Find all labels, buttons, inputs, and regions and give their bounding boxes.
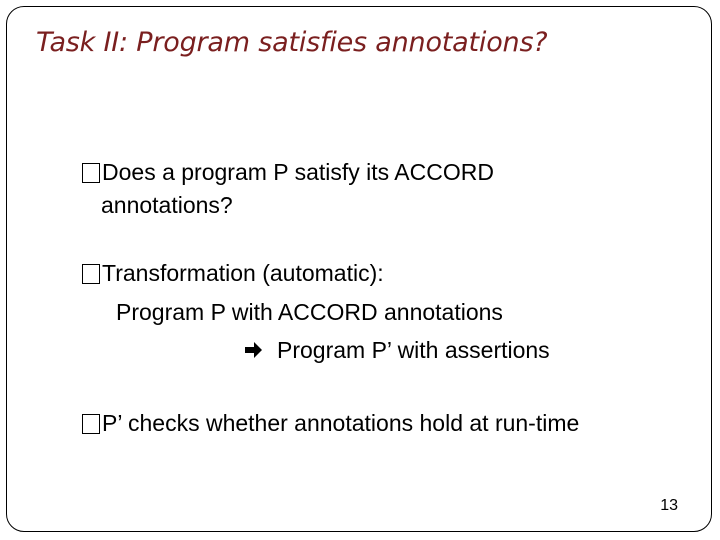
page-number: 13 <box>660 497 678 514</box>
slide-title: Task II: Program satisfies annotations? <box>36 27 548 58</box>
bullet-2-line-1: Transformation (automatic): <box>102 260 384 286</box>
right-arrow-icon <box>243 340 263 360</box>
bullet-1-line-1: Does a program P satisfy its ACCORD <box>102 159 494 185</box>
bullet-2-line-3 <box>243 333 550 368</box>
square-bullet-icon <box>82 414 100 434</box>
bullet-1-line-2: annotations? <box>101 192 233 218</box>
bullet-2-line-2: Program P with ACCORD annotations <box>116 299 503 325</box>
bullet-2-line-3-text: Program P’ with assertions <box>277 337 550 363</box>
square-bullet-icon <box>82 264 100 284</box>
bullet-3-line-1: P’ checks whether annotations hold at run-time <box>102 410 580 436</box>
square-bullet-icon <box>82 163 100 183</box>
